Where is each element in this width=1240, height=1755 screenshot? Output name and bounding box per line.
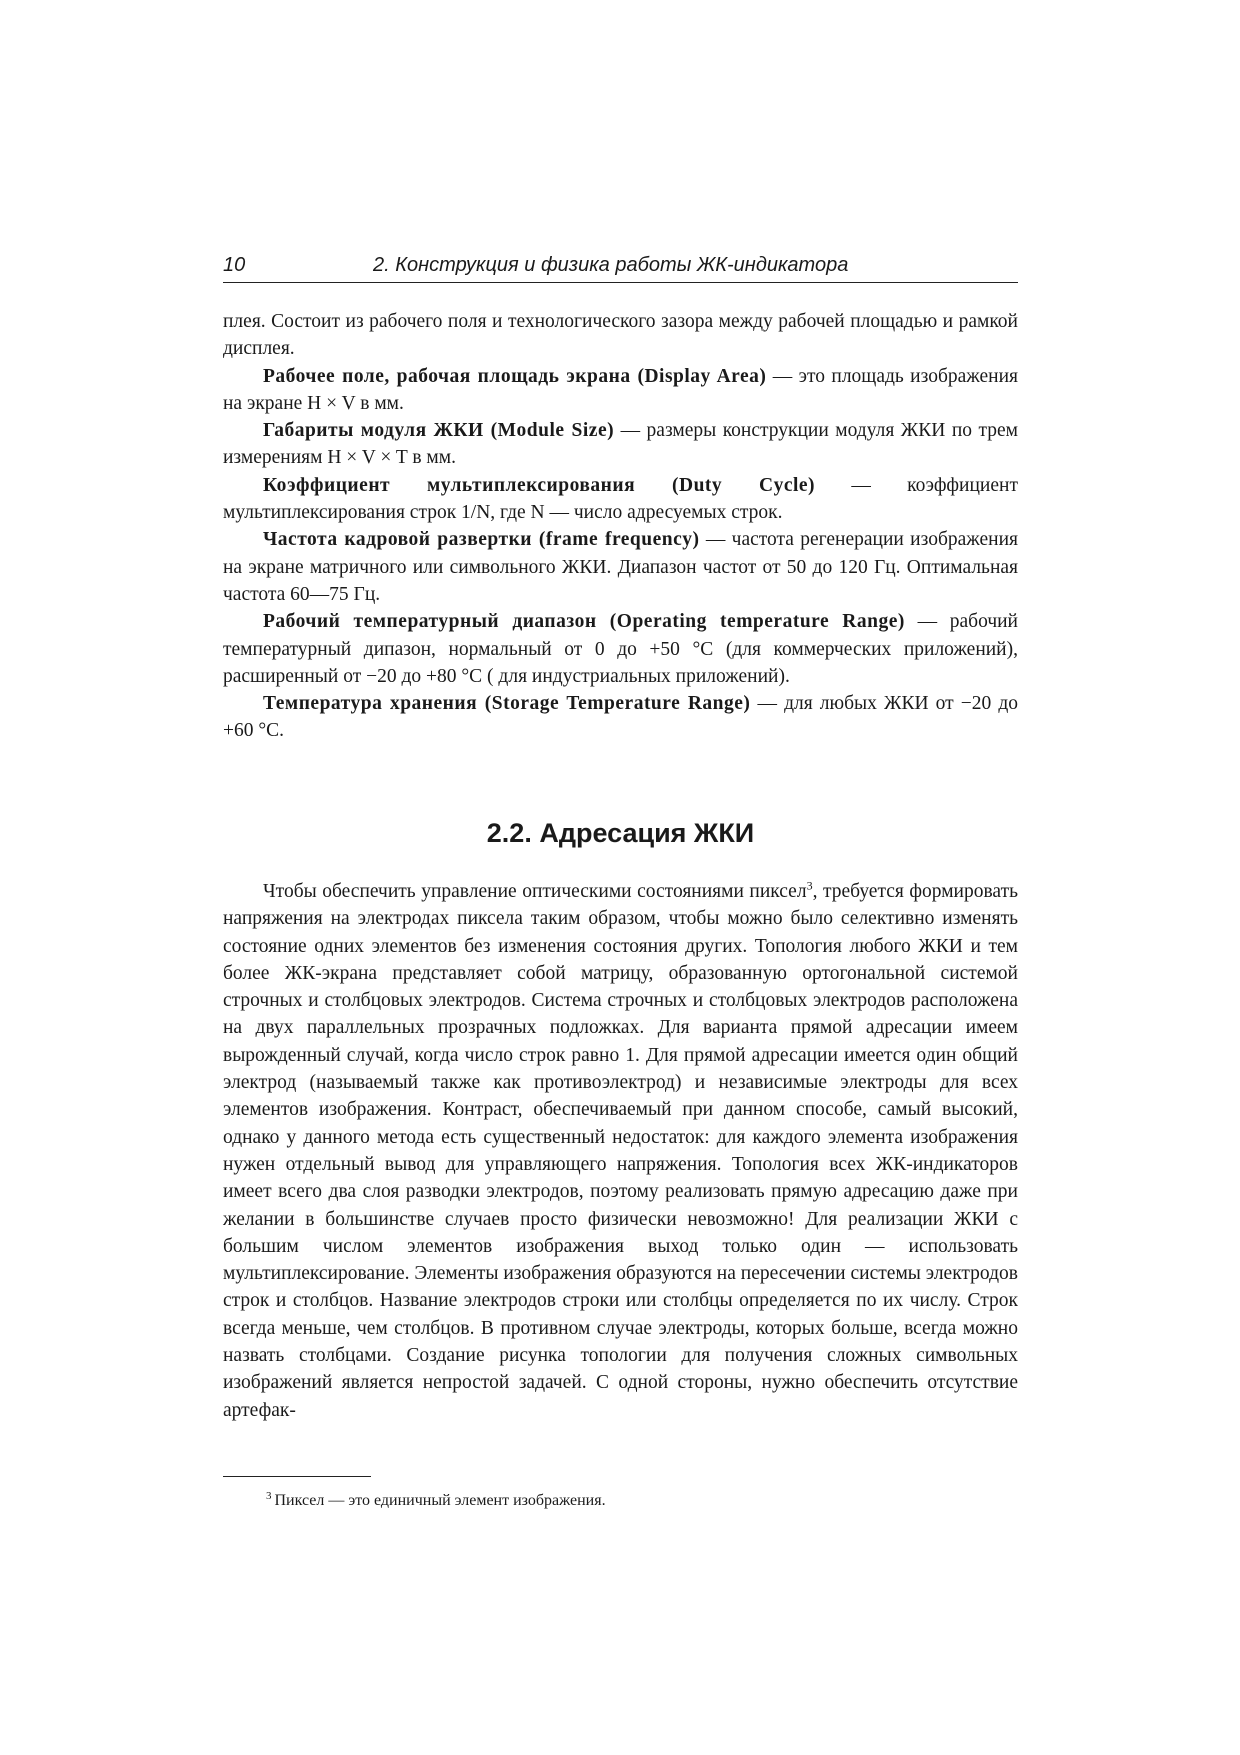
definition-term: Рабочий температурный диапазон (Operating temperature Range) <box>263 611 905 633</box>
definition-text: — размеры конструкции модуля ЖКИ по трем измерениям H × V × T в мм. <box>223 420 1018 469</box>
definition-term: Рабочее поле, рабочая площадь экрана (Display Area) <box>263 365 767 387</box>
section-paragraph <box>223 878 1018 1424</box>
definition-text: — коэффициент мультиплексирования строк 1/N, где N — число адресуемых строк. <box>223 474 1018 524</box>
page-number: 10 <box>223 254 246 276</box>
definition-frame-frequency <box>223 526 1018 608</box>
footnote-reference: 3 <box>806 878 813 893</box>
definition-term: Габариты модуля ЖКИ (Module Size) <box>263 420 615 442</box>
definition-text: — это площадь изображения на экране H × V в мм. <box>223 365 1018 414</box>
definition-duty-cycle <box>223 472 1018 527</box>
paragraph-text-rest: , требуется формировать напряжения на электродах пиксела таким образом, чтобы можно было селективно изменять состояние одних элементов без изменения состояния других. Топология любого ЖКИ и тем более ЖК-экрана представляет собой матрицу, образованную ортогональной системой строчных и столбцовых электродов. Система строчных и столбцовых электродов расположена на двух параллельных прозрачных подложках. Для варианта прямой адресации имеем вырожденный случай, когда число строк равно 1. Для прямой адресации имеется один общий электрод (называемый также как противоэлектрод) и независимые электроды для всех элементов изображения. Контраст, обеспечиваемый при данном способе, самый высокий, однако у данного метода есть существенный недостаток: для каждого элемента изображения нужен отдельный вывод для управляющего напряжения. Топология всех ЖК-индикаторов имеет всего два слоя разводки электродов, поэтому реализовать прямую адресацию даже при желании в большинстве случаев просто физически невозможно! Для реализации ЖКИ с большим числом элементов изображения выход только один — использовать мультиплексирование. Элементы изображения образуются на пересечении системы электродов строк и столбцов. Название электродов строки или столбцы определяется по их числу. Строк всегда меньше, чем столбцов. В противном случае электроды, которых больше, всегда можно назвать столбцами. Создание рисунка топологии для получения сложных символьных изображений является непростой задачей. С одной стороны, нужно обеспечить отсутствие артефак- <box>223 881 1018 1421</box>
running-header <box>223 252 1018 283</box>
definition-text: — рабочий температурный дипазон, нормальный от 0 до +50 °C (для коммерческих приложений), расширенный от −20 до +80 °C ( для индустриальных приложений). <box>223 611 1018 687</box>
definition-term: Коэффициент мультиплексирования (Duty Cycle) <box>263 474 816 496</box>
definition-text: — для любых ЖКИ от −20 до +60 °С. <box>223 693 1018 742</box>
definition-term: Частота кадровой развертки (frame frequency) <box>263 529 700 551</box>
footnote <box>266 1490 1006 1512</box>
definitions-block <box>223 308 1018 745</box>
definition-display-area <box>223 363 1018 418</box>
footnote-divider <box>223 1476 371 1477</box>
running-title: 2. Конструкция и физика работы ЖК-индикатора <box>373 254 849 276</box>
definition-module-size <box>223 417 1018 472</box>
footnote-text: Пиксел — это единичный элемент изображения. <box>274 1492 606 1509</box>
section-heading: 2.2. Адресация ЖКИ <box>486 818 755 848</box>
definition-operating-temperature <box>223 608 1018 690</box>
definition-storage-temperature <box>223 690 1018 745</box>
definition-term: Температура хранения (Storage Temperature Range) <box>263 693 751 715</box>
definition-text: — частота регенерации изображения на экране матричного или символьного ЖКИ. Диапазон частот от 50 до 120 Гц. Оптимальная частота 60—75 Гц. <box>223 529 1018 605</box>
paragraph-text-start: Чтобы обеспечить управление оптическими состояниями пиксел <box>263 881 807 902</box>
footnote-mark: 3 <box>266 1489 272 1502</box>
section-body <box>223 878 1018 1424</box>
intro-paragraph: плея. Состоит из рабочего поля и технологического зазора между рабочей площадью и рамкой дисплея. <box>223 311 1018 360</box>
